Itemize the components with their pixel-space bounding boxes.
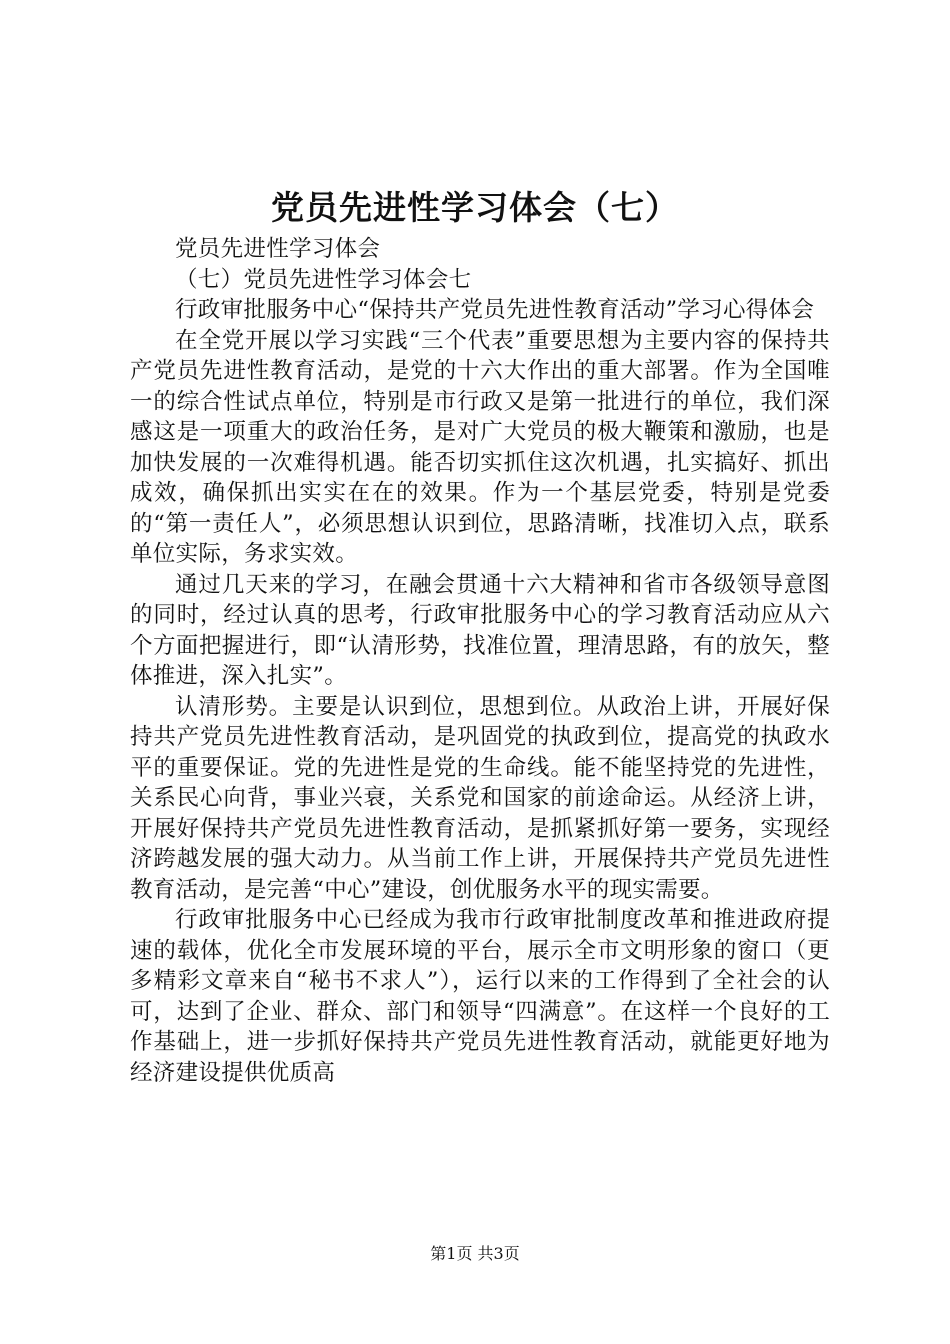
paragraph-intro: 在全党开展以学习实践“三个代表”重要思想为主要内容的保持共产党员先进性教育活动，是党的十六大作出的重大部署。作为全国唯一的综合性试点单位，特别是市行政又是第一批进行的单位，我们深感这是一项重大的政治任务，是对广大党员的极大鞭策和激励，也是加快发展的一次难得机遇。能否切实抓住这次机遇，扎实搞好、抓出成效，确保抓出实实在在的效果。作为一个基层党委，特别是党委的“第一责任人”，必须思想认识到位，思路清晰，找准切入点，联系单位实际，务求实效。 xyxy=(130,327,830,567)
paragraph-heading: 行政审批服务中心“保持共产党员先进性教育活动”学习心得体会 xyxy=(175,297,815,323)
page-number-footer: 第1页 共3页 xyxy=(430,1244,520,1263)
paragraph-subtitle-2: （七）党员先进性学习体会七 xyxy=(175,266,472,293)
document-body xyxy=(130,234,830,1088)
paragraph-center: 行政审批服务中心已经成为我市行政审批制度改革和推进政府提速的载体，优化全市发展环境的平台，展示全市文明形象的窗口（更多精彩文章来自“秘书不求人”），运行以来的工作得到了全社会的认可，达到了企业、群众、部门和领导“四满意”。在这样一个良好的工作基础上，进一步抓好保持共产党员先进性教育活动，就能更好地为经济建设提供优质高 xyxy=(130,907,830,1086)
paragraph-study: 通过几天来的学习，在融会贯通十六大精神和省市各级领导意图的同时，经过认真的思考，行政审批服务中心的学习教育活动应从六个方面把握进行，即“认清形势，找准位置，理清思路，有的放矢，整体推进，深入扎实”。 xyxy=(130,571,830,689)
document-title: 党员先进性学习体会（七） xyxy=(271,188,679,227)
paragraph-situation: 认清形势。主要是认识到位，思想到位。从政治上讲，开展好保持共产党员先进性教育活动，是巩固党的执政到位，提高党的执政水平的重要保证。党的先进性是党的生命线。能不能坚持党的先进性，关系民心向背，事业兴衰，关系党和国家的前途命运。从经济上讲，开展好保持共产党员先进性教育活动，是抓紧抓好第一要务，实现经济跨越发展的强大动力。从当前工作上讲，开展保持共产党员先进性教育活动，是完善“中心”建设，创优服务水平的现实需要。 xyxy=(130,693,830,903)
paragraph-subtitle-1: 党员先进性学习体会 xyxy=(175,236,381,262)
